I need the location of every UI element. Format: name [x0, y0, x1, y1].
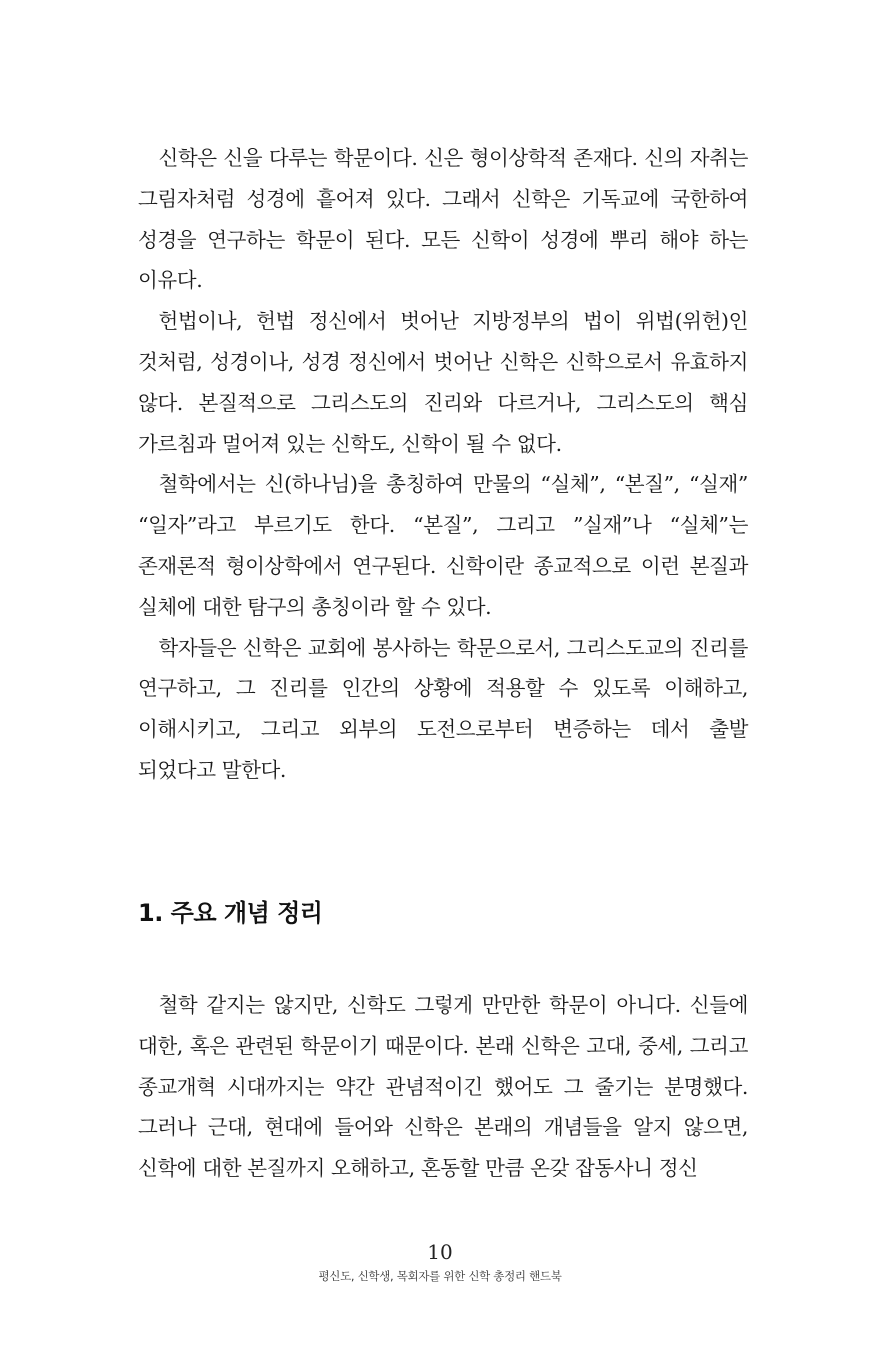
- paragraph: 철학에서는 신(하나님)을 총칭하여 만물의 “실체”, “본질”, “실재” “일자”라고 부르기도 한다. “본질”, 그리고 ”실재”나 “실체”는 존재론적 형이상학에서 연구된다. 신학이란 종교적으로 이런 본질과 실체에 대한 탐구의 총칭이라 할 수 있다.: [138, 472, 748, 619]
- page-number: 10: [427, 1240, 453, 1264]
- paragraph: 헌법이나, 헌법 정신에서 벗어난 지방정부의 법이 위법(위헌)인 것처럼, 성경이나, 성경 정신에서 벗어난 신학은 신학으로서 유효하지 않다. 본질적으로 그리스도의 진리와 다르거나, 그리스도의 핵심 가르침과 멀어져 있는 신학도, 신학이 될 수 없다.: [138, 309, 748, 456]
- paragraph: 신학은 신을 다루는 학문이다. 신은 형이상학적 존재다. 신의 자취는 그림자처럼 성경에 흩어져 있다. 그래서 신학은 기독교에 국한하여 성경을 연구하는 학문이 된다. 모든 신학이 성경에 뿌리 해야 하는 이유다.: [138, 146, 748, 293]
- paragraph: 철학 같지는 않지만, 신학도 그렇게 만만한 학문이 아니다. 신들에 대한, 혹은 관련된 학문이기 때문이다. 본래 신학은 고대, 중세, 그리고 종교개혁 시대까지는 약간 관념적이긴 했어도 그 줄기는 분명했다. 그러나 근대, 현대에 들어와 신학은 본래의 개념들을 알지 않으면, 신학에 대한 본질까지 오해하고, 혼동할 만큼 온갖 잡동사니 정신: [138, 993, 748, 1181]
- running-footer-book-title: 평신도, 신학생, 목회자를 위한 신학 총정리 핸드북: [318, 1269, 562, 1283]
- section-heading: 1. 주요 개념 정리: [138, 899, 323, 927]
- body-text: [138, 138, 748, 791]
- paragraph: 학자들은 신학은 교회에 봉사하는 학문으로서, 그리스도교의 진리를 연구하고, 그 진리를 인간의 상황에 적용할 수 있도록 이해하고, 이해시키고, 그리고 외부의 도전으로부터 변증하는 데서 출발 되었다고 말한다.: [138, 635, 748, 782]
- section-body-text: [138, 985, 748, 1189]
